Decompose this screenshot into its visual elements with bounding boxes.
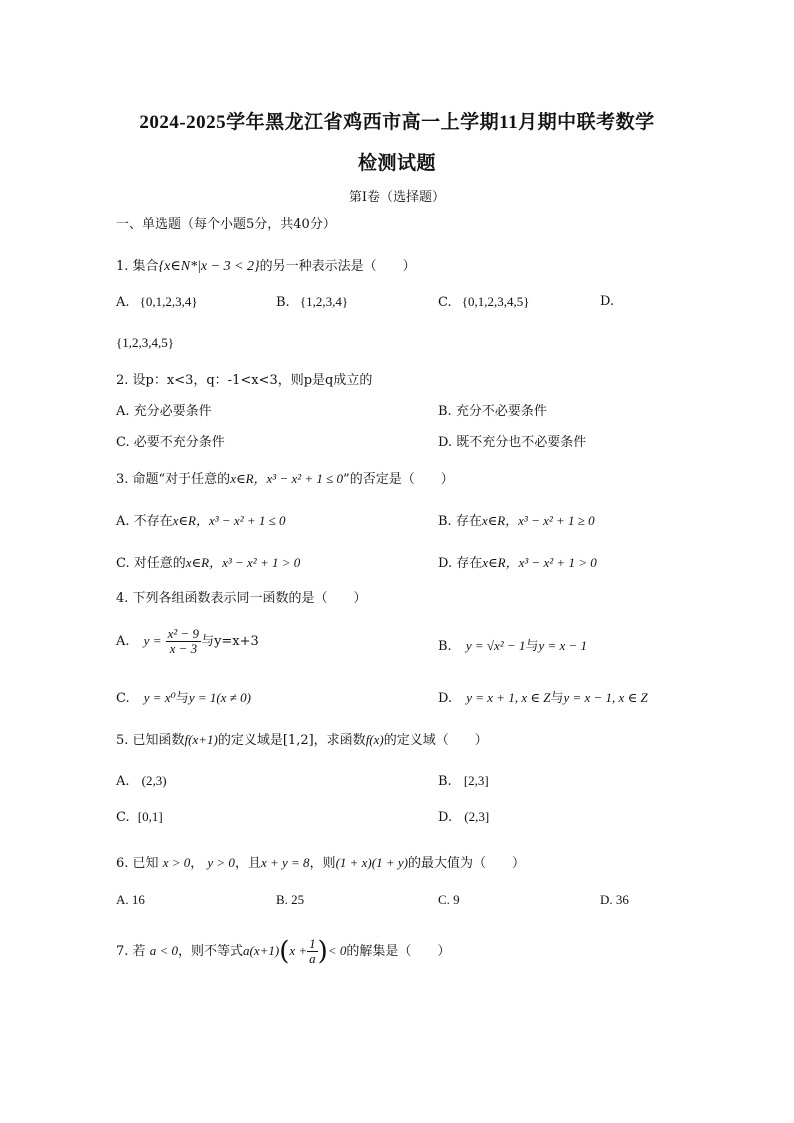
q1-post: 的另一种表示法是（ ） bbox=[259, 259, 416, 274]
q1-pre: 集合 bbox=[132, 259, 159, 274]
q4-b-expr: y = √x² − 1 bbox=[465, 638, 526, 653]
doc-subtitle: 第I卷（选择题） bbox=[348, 190, 446, 205]
q3-d-expr: x∈R，x³ − x² + 1 > 0 bbox=[482, 555, 597, 570]
section-heading: 一、单选题（每个小题5分，共40分） bbox=[116, 217, 336, 232]
q7-e2c: < 0 bbox=[327, 943, 347, 958]
q4-b-tail: 与 bbox=[525, 639, 539, 654]
q4-c-label: C. bbox=[116, 691, 130, 706]
q4-b-expr2: y = x − 1 bbox=[538, 638, 588, 653]
q1-option-c bbox=[438, 293, 530, 312]
q3-b-expr: x∈R，x³ − x² + 1 ≥ 0 bbox=[481, 513, 595, 528]
q3-d-label: D. 存在 bbox=[438, 556, 483, 571]
q3-option-b bbox=[438, 512, 595, 531]
q4-d-expr2: y = x − 1, x ∈ Z bbox=[563, 690, 648, 705]
q1-option-d-label: D. bbox=[600, 294, 615, 309]
q5-d-label: D. bbox=[438, 810, 453, 825]
q6-option-b: B. 25 bbox=[276, 892, 305, 907]
doc-title-line1: 2024-2025学年黑龙江省鸡西市高一上学期11月期中联考数学 bbox=[139, 112, 655, 133]
q6-e4: (1 + x)(1 + y) bbox=[335, 855, 408, 870]
q1-a-value: {0,1,2,3,4} bbox=[139, 294, 198, 309]
doc-title-line2: 检测试题 bbox=[357, 153, 436, 174]
q4-a-tail: 与y=x+3 bbox=[201, 634, 259, 649]
q5-option-c bbox=[116, 808, 163, 827]
q7-e2a: a(x+1) bbox=[242, 943, 280, 958]
q4-b-label: B. bbox=[438, 639, 452, 654]
q1-a-label: A. bbox=[116, 295, 130, 310]
q7-mid: ，则不等式 bbox=[177, 944, 243, 959]
q6-option-c: C. 9 bbox=[438, 892, 460, 907]
q3-option-d bbox=[438, 554, 597, 573]
q3-c-label: C. 对任意的 bbox=[116, 556, 186, 571]
q6-option-d: D. 36 bbox=[600, 892, 629, 907]
q7-right-paren-glyph: ) bbox=[317, 936, 328, 967]
q7-e2b: x + bbox=[289, 943, 308, 958]
q5-b-label: B. bbox=[438, 774, 452, 789]
q7-fraction-denominator: a bbox=[309, 951, 316, 966]
q4-a-lhs: y = bbox=[143, 633, 162, 648]
q5-f2: f(x) bbox=[365, 732, 384, 747]
q5-d-value: (2,3] bbox=[464, 809, 490, 824]
q4-option-d bbox=[438, 689, 648, 708]
q4-option-b bbox=[438, 637, 587, 656]
q5-option-a bbox=[116, 772, 167, 791]
q5-b-value: [2,3] bbox=[463, 773, 489, 788]
q3-post: ”的否定是（ ） bbox=[343, 472, 454, 487]
q3-option-c bbox=[116, 554, 300, 573]
q6-post: 的最大值为（ ） bbox=[407, 856, 525, 871]
q5-a-label: A. bbox=[116, 774, 130, 789]
q5-option-d bbox=[438, 808, 489, 827]
q4-option-a bbox=[116, 627, 259, 656]
q7-pre: 7. 若 bbox=[116, 944, 146, 959]
q2-option-a: A. 充分必要条件 bbox=[116, 404, 212, 419]
q1-option-d-value bbox=[116, 334, 174, 353]
question-6-stem bbox=[116, 854, 525, 873]
q3-option-a bbox=[116, 512, 286, 531]
q4-a-fraction bbox=[166, 627, 201, 656]
q6-e2: y > 0 bbox=[207, 855, 235, 870]
q6-e1: x > 0 bbox=[162, 855, 191, 870]
q7-e1: a < 0 bbox=[149, 943, 178, 958]
q7-left-paren-glyph: ( bbox=[279, 936, 290, 967]
q1-c-label: C. bbox=[438, 295, 452, 310]
q4-a-denominator: x − 3 bbox=[169, 641, 198, 656]
q1-c-value: {0,1,2,3,4,5} bbox=[461, 294, 530, 309]
q1-option-b bbox=[276, 293, 348, 312]
q6-pre: 6. 已知 bbox=[116, 856, 159, 871]
q4-c-tail: 与 bbox=[175, 691, 189, 706]
q2-option-c: C. 必要不充分条件 bbox=[116, 435, 225, 450]
question-4-stem: 4. 下列各组函数表示同一函数的是（ ） bbox=[116, 591, 367, 606]
question-3-stem bbox=[116, 470, 454, 489]
q6-sep3: ，则 bbox=[309, 856, 336, 871]
q3-a-expr: x∈R，x³ − x² + 1 ≤ 0 bbox=[172, 513, 286, 528]
q6-option-a: A. 16 bbox=[116, 892, 145, 907]
q5-mid: 的定义域是[1,2]，求函数 bbox=[217, 733, 366, 748]
q7-fraction bbox=[307, 937, 318, 966]
q7-post: 的解集是（ ） bbox=[346, 944, 451, 959]
q4-option-c bbox=[116, 689, 251, 708]
question-5-stem bbox=[116, 731, 488, 750]
q4-a-numerator: x² − 9 bbox=[167, 626, 200, 641]
q3-pre: 3. 命题“对于任意的 bbox=[116, 472, 231, 487]
q2-option-b: B. 充分不必要条件 bbox=[438, 404, 547, 419]
q1-set-expr: {x∈N*|x − 3 < 2} bbox=[158, 259, 260, 274]
question-1-stem bbox=[116, 258, 416, 276]
q3-b-label: B. 存在 bbox=[438, 514, 482, 529]
q4-c-expr: y = x⁰ bbox=[143, 690, 176, 705]
q5-post: 的定义域（ ） bbox=[383, 733, 488, 748]
q4-a-label: A. bbox=[116, 634, 130, 649]
q4-d-label: D. bbox=[438, 691, 453, 706]
q2-option-d: D. 既不充分也不必要条件 bbox=[438, 435, 587, 450]
q4-d-tail: 与 bbox=[550, 691, 564, 706]
q6-sep2: ，且 bbox=[234, 856, 261, 871]
q6-e3: x + y = 8 bbox=[260, 855, 310, 870]
q7-fraction-numerator: 1 bbox=[309, 936, 316, 951]
q4-d-expr: y = x + 1, x ∈ Z bbox=[466, 690, 551, 705]
q5-c-label: C. bbox=[116, 810, 130, 825]
q5-f1: f(x+1) bbox=[184, 732, 218, 747]
question-7-stem bbox=[116, 936, 450, 967]
q3-expr: x∈R，x³ − x² + 1 ≤ 0 bbox=[230, 471, 344, 486]
question-2-stem: 2. 设p：x<3，q：-1<x<3，则p是q成立的 bbox=[116, 373, 373, 388]
q1-option-a bbox=[116, 293, 198, 312]
q5-option-b bbox=[438, 772, 489, 791]
q1-number: 1. bbox=[116, 259, 129, 274]
q6-sep1: ， bbox=[190, 856, 204, 871]
q4-c-expr2: y = 1(x ≠ 0) bbox=[188, 690, 251, 705]
q5-a-value: (2,3) bbox=[141, 773, 167, 788]
q5-pre: 5. 已知函数 bbox=[116, 733, 185, 748]
q3-c-expr: x∈R，x³ − x² + 1 > 0 bbox=[185, 555, 301, 570]
q5-c-value: [0,1] bbox=[137, 809, 163, 824]
q3-a-label: A. 不存在 bbox=[116, 514, 173, 529]
q1-d-value: {1,2,3,4,5} bbox=[116, 335, 174, 350]
q1-b-value: {1,2,3,4} bbox=[299, 294, 349, 309]
q1-b-label: B. bbox=[276, 295, 290, 310]
